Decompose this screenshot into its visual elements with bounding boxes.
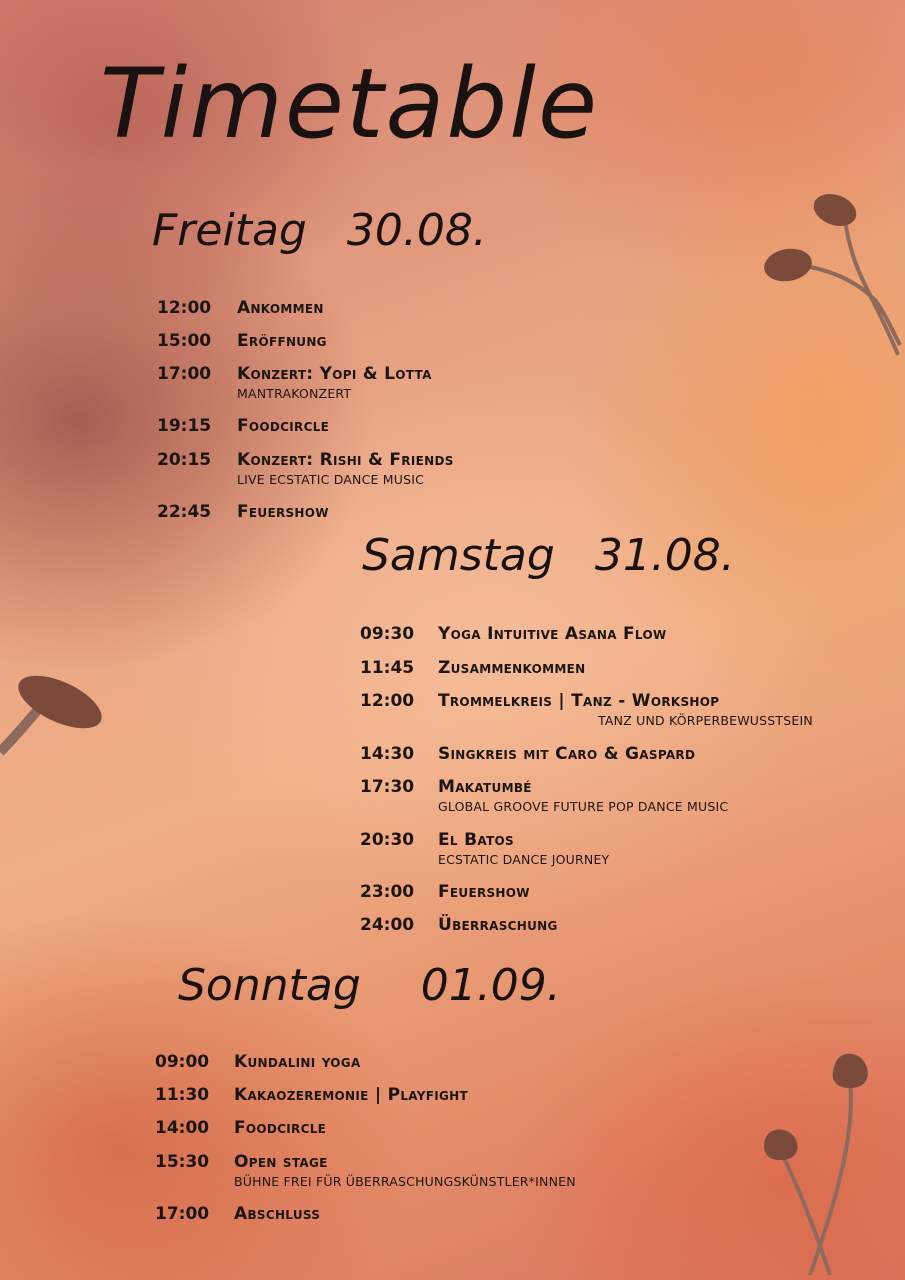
day-name: Samstag [362, 530, 555, 581]
event-time: 14:30 [360, 744, 415, 764]
event-time: 23:00 [360, 882, 415, 902]
event-time: 09:00 [155, 1052, 210, 1072]
event-time: 12:00 [360, 691, 415, 711]
day-date: 30.08. [346, 205, 487, 256]
day-heading-sunday [178, 960, 561, 1011]
event-name: Open stage [234, 1152, 328, 1172]
event-time: 24:00 [360, 915, 415, 935]
event-time: 17:30 [360, 777, 415, 797]
page-title: Timetable [100, 48, 600, 160]
event-subtitle: GLOBAL GROOVE FUTURE POP DANCE MUSIC [438, 799, 729, 814]
event-name: Abschluss [234, 1204, 321, 1224]
event-name: Singkreis mit Caro & Gaspard [438, 744, 696, 764]
event-time: 15:00 [157, 331, 212, 351]
mushroom-icon [760, 1040, 880, 1280]
event-time: 20:30 [360, 830, 415, 850]
event-subtitle: ECSTATIC DANCE JOURNEY [438, 852, 610, 867]
day-heading-friday [152, 205, 487, 256]
event-name: Eröffnung [237, 331, 327, 351]
day-name: Sonntag [178, 960, 361, 1011]
event-time: 20:15 [157, 450, 212, 470]
event-time: 22:45 [157, 502, 212, 522]
event-time: 17:00 [157, 364, 212, 384]
day-date: 01.09. [420, 960, 561, 1011]
day-heading-saturday [362, 530, 735, 581]
event-name: Yoga Intuitive Asana Flow [438, 624, 667, 644]
event-time: 11:45 [360, 658, 415, 678]
event-name: Makatumbé [438, 777, 532, 797]
event-subtitle: MANTRAKONZERT [237, 386, 352, 401]
event-name: Feuershow [438, 882, 530, 902]
mushroom-icon [760, 185, 905, 365]
event-name: Foodcircle [234, 1118, 327, 1138]
day-date: 31.08. [594, 530, 735, 581]
event-name: Konzert: Yopi & Lotta [237, 364, 432, 384]
event-name: Überraschung [438, 915, 558, 935]
event-name: Trommelkreis | Tanz - Workshop [438, 691, 720, 711]
event-time: 15:30 [155, 1152, 210, 1172]
day-name: Freitag [152, 205, 307, 256]
event-time: 12:00 [157, 298, 212, 318]
event-name: Feuershow [237, 502, 329, 522]
event-name: El Batos [438, 830, 514, 850]
event-subtitle: BÜHNE FREI FÜR ÜBERRASCHUNGSKÜNSTLER*INNEN [234, 1174, 576, 1189]
event-name: Foodcircle [237, 416, 330, 436]
event-subtitle: TANZ UND KÖRPERBEWUSSTSEIN [598, 713, 813, 728]
mushroom-icon [0, 672, 110, 772]
event-name: Zusammenkommen [438, 658, 586, 678]
event-subtitle: LIVE ECSTATIC DANCE MUSIC [237, 472, 425, 487]
event-time: 14:00 [155, 1118, 210, 1138]
event-name: Ankommen [237, 298, 324, 318]
event-time: 11:30 [155, 1085, 210, 1105]
event-time: 19:15 [157, 416, 212, 436]
event-time: 09:30 [360, 624, 415, 644]
event-name: Kundalini yoga [234, 1052, 361, 1072]
event-time: 17:00 [155, 1204, 210, 1224]
event-name: Kakaozeremonie | Playfight [234, 1085, 468, 1105]
event-name: Konzert: Rishi & Friends [237, 450, 454, 470]
